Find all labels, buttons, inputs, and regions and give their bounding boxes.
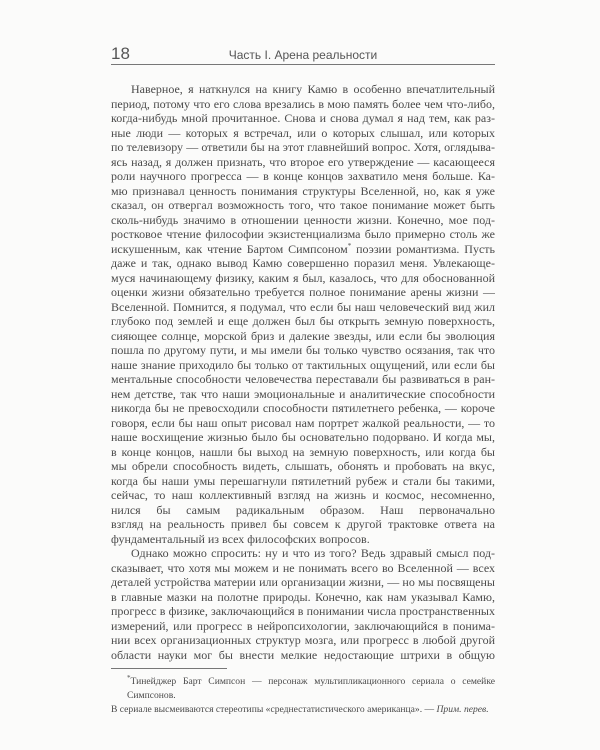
footnote-reference: * — [347, 241, 352, 250]
text-line: ясь назад, я должен признать, что второе его утверждение — касающееся — [111, 154, 495, 169]
text-line: деталей устройства материи или организации жизни, — но мы посвящены — [111, 575, 495, 589]
footnote-text-1: Тинейджер Барт Симпсон — персонаж мультипликационного сериала о семейке Симпсонов. — [127, 676, 495, 701]
text-line: наше знание приходило бы только от тактильных ощущений, или если бы — [111, 357, 495, 372]
text-line: области науки мог бы внести мелкие недостающие штрихи в общую — [111, 647, 495, 662]
text-line: сказал, он отвергал возможность того, что такое понимание может быть — [111, 198, 495, 212]
header-rule — [111, 64, 495, 65]
text-line: даже и так, однако вывод Камю совершенно поразил меня. Увлекающе- — [111, 256, 495, 270]
text-line: когда бы наши умы перешагнули пятилетний рубеж и стали бы такими, — [111, 473, 495, 488]
text-line: период, потому что его слова врезались в мою память более чем что-либо, — [111, 96, 495, 111]
text-line: когда-нибудь мной прочитанное. Снова и снова думал я над тем, как раз- — [111, 111, 495, 125]
text-line: глубоко под землей и еще должен был бы открыть земную поверхность, — [111, 314, 495, 328]
text-line: ментальные способности человечества переставали бы развиваться в ран- — [111, 372, 495, 386]
text-line: оценки жизни обязательно требуется полное понимание арены жизни — — [111, 285, 495, 299]
text-line: роли научного прогресса — в конце концов захватило меня больше. Ка- — [111, 169, 495, 183]
text-line: по телевизору — ответили бы на этот главнейший вопрос. Хотя, оглядыва- — [111, 140, 495, 154]
text-line: мю признавал ценность понимания структуры Вселенной, но, как я уже — [111, 183, 495, 198]
text-line: ные люди — которых я встречал, или о которых слышал, или которых — [111, 125, 495, 140]
text-line: сколь-нибудь значимо в отношении ценности жизни. Конечно, мое под- — [111, 212, 495, 227]
text-line: Однако можно спросить: ну и что из того? Ведь здравый смысл под- — [131, 546, 495, 560]
text-line: мы обрели способность видеть, слышать, обонять и пробовать на вкус, — [111, 459, 495, 473]
footnote-text-2: В сериале высмеиваются стереотипы «среднестатистического американца». — — [111, 704, 437, 715]
text-line: искушенным, как чтение Бартом Симпсоном* поэзии романтизма. Пусть — [111, 241, 495, 256]
text-line: пошла по другому пути, и мы имели бы только чувство осязания, так что — [111, 343, 495, 357]
body-text — [111, 82, 495, 662]
text-line: нии всех организационных структур мозга, или прогресс в любой другой — [111, 633, 495, 647]
text-line: взгляд на реальность привел бы совсем к другой трактовке ответа на — [111, 517, 495, 531]
text-line: сейчас, то наш коллективный взгляд на жизнь и космос, несомненно, — [111, 488, 495, 502]
text-line: измерений, или прогресс в нейропсихологии, заключающийся в понима- — [111, 618, 495, 633]
text-line: ростковое чтение философии экзистенциализма было примерно столь же — [111, 227, 495, 241]
text-line: прогресс в физике, заключающийся в понимании числа пространственных — [111, 604, 495, 618]
text-line: фундаментальный из всех философских вопросов. — [111, 531, 370, 546]
paragraph — [111, 546, 495, 662]
text-line: нился бы самым радикальным образом. Наш первоначально — [111, 502, 495, 517]
text-line: никогда бы не превосходили способности пятилетнего ребенка, — короче — [111, 401, 495, 415]
footnote — [111, 675, 495, 717]
footnote-line-1 — [111, 675, 495, 703]
text-line: Наверное, я наткнулся на книгу Камю в особенно впечатлительный — [131, 82, 495, 96]
paragraph — [111, 82, 495, 546]
running-title: Часть I. Арена реальности — [228, 48, 378, 62]
translator-note: Прим. перев. — [436, 704, 489, 715]
text-line: муся начинающему физику, каким я был, казалось, что для обоснованной — [111, 270, 495, 285]
footnote-rule — [111, 668, 227, 669]
text-line: нем детстве, так что наши эмоциональные и аналитические способности — [111, 386, 495, 401]
text-line: говоря, если бы наш опыт рисовал нам портрет жалкой реальности, — то — [111, 415, 495, 430]
text-line: сияющее солнце, морской бриз и далекие звезды, или если бы эволюция — [111, 328, 495, 343]
page-number: 18 — [111, 44, 130, 63]
text-line: наше восхищение жизнью было бы основательно подорвано. И когда мы, — [111, 430, 495, 444]
text-line: в главные мазки на полотне природы. Конечно, как нам указывал Камю, — [111, 589, 495, 604]
footnote-marker: * — [127, 673, 131, 682]
footnote-line-2 — [111, 703, 495, 717]
text-line: Вселенной. Помнится, я подумал, что если бы наш человеческий вид жил — [111, 299, 495, 314]
text-line: сказывает, что хотя мы можем и не понимать всего во Вселенной — всех — [111, 560, 495, 575]
text-line: в конце концов, нашли бы выход на земную поверхность, или когда бы — [111, 444, 495, 459]
